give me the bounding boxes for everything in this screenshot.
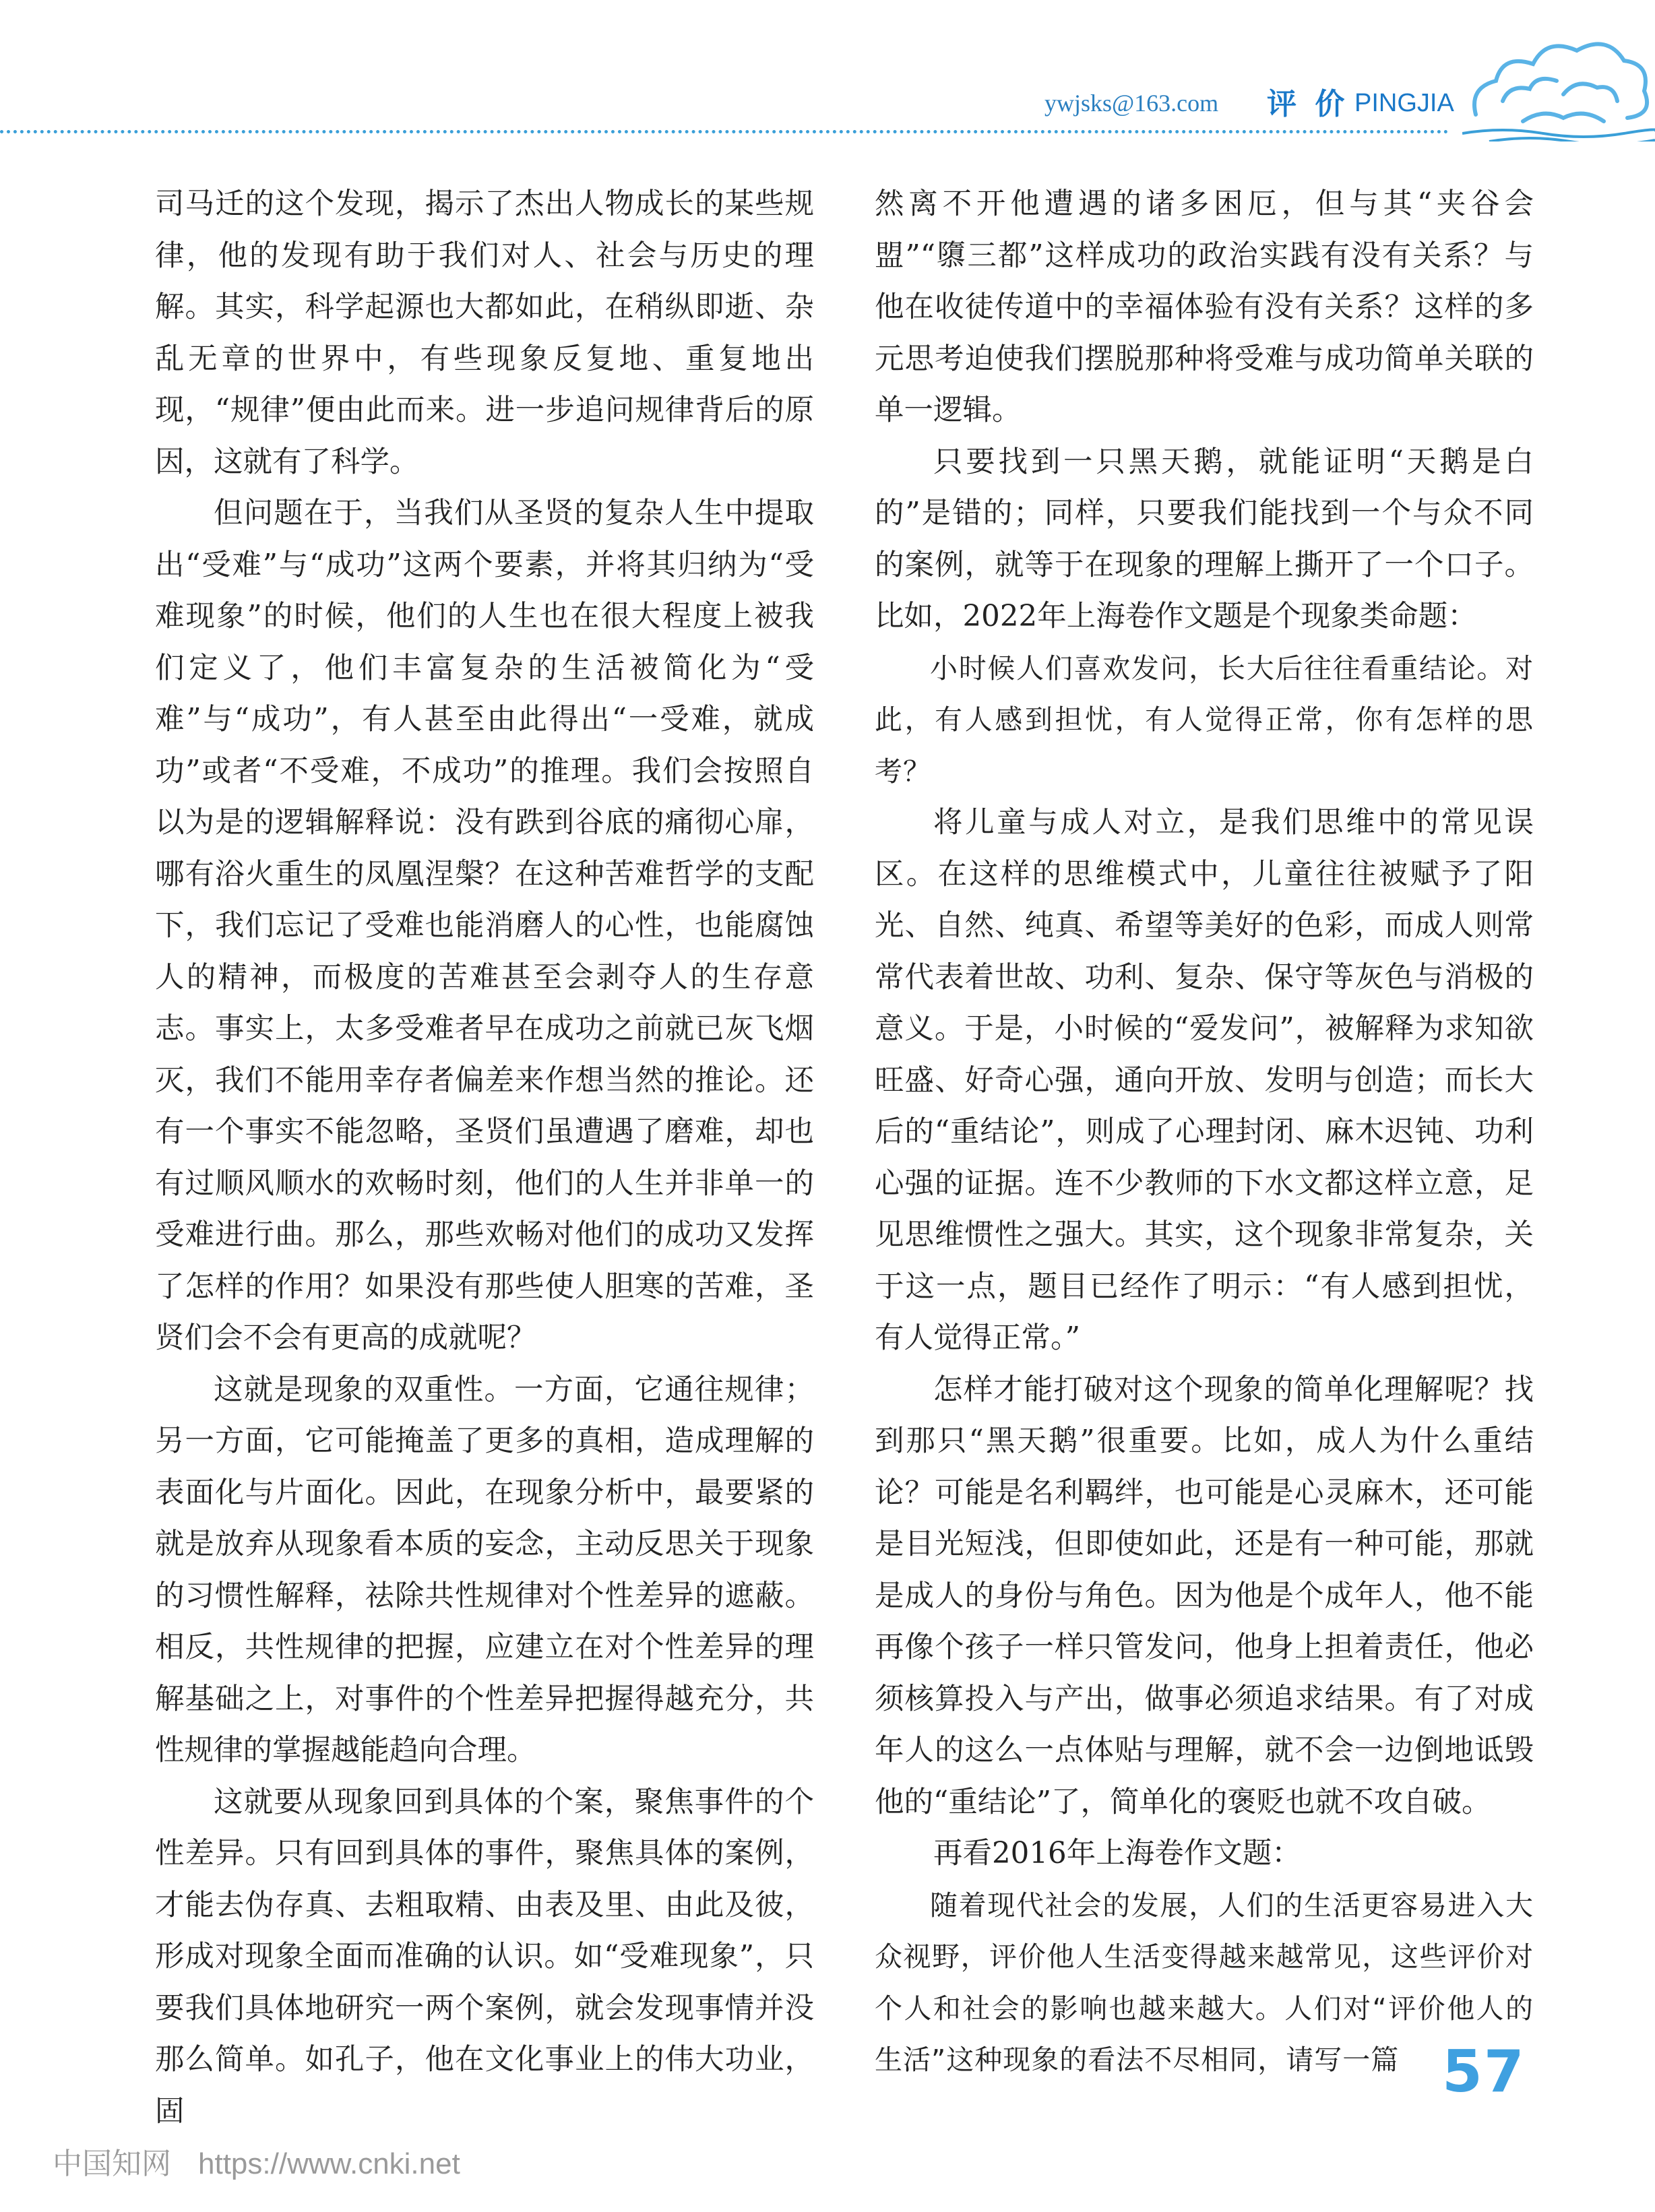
- watermark-url: https://www.cnki.net: [198, 2147, 460, 2180]
- exam-prompt-quote: 随着现代社会的发展，人们的生活更容易进入大众视野，评价他人生活变得越来越常见，这些评价对个人和社会的影响也越来越大。人们对“评价他人的生活”这种现象的看法不尽相同，请写一篇: [875, 1889, 1534, 2076]
- paragraph: 只要找到一只黑天鹅，就能证明“天鹅是白的”是错的；同样，只要我们能找到一个与众不同的案例，就等于在现象的理解上撕开了一个口子。比如，2022年上海卷作文题是个现象类命题：: [875, 445, 1534, 633]
- paragraph: 然离不开他遭遇的诸多困厄，但与其“夹谷会盟”“隳三都”这样成功的政治实践有没有关系？与他在收徒传道中的幸福体验有没有关系？这样的多元思考迫使我们摆脱那种将受难与成功简单关联的单一逻辑。: [875, 187, 1534, 427]
- header-divider: [0, 130, 1449, 133]
- paragraph: 这就要从现象回到具体的个案，聚焦事件的个性差异。只有回到具体的事件，聚焦具体的案例，才能去伪存真、去粗取精、由表及里、由此及彼，形成对现象全面而准确的认识。如“受难现象”，只要我们具体地研究一两个案例，就会发现事情并没那么简单。如孔子，他在文化事业上的伟大功业，固: [155, 1785, 814, 2128]
- left-column: [155, 179, 814, 2137]
- header-email: ywjsks@163.com: [1044, 90, 1219, 117]
- paragraph: 司马迁的这个发现，揭示了杰出人物成长的某些规律，他的发现有助于我们对人、社会与历史的理解。其实，科学起源也大都如此，在稍纵即逝、杂乱无章的世界中，有些现象反复地、重复地出现，“规律”便由此而来。进一步追问规律背后的原因，这就有了科学。: [155, 187, 814, 479]
- paragraph: 再看2016年上海卷作文题：: [933, 1837, 1301, 1870]
- exam-prompt-quote: 小时候人们喜欢发问，长大后往往看重结论。对此，有人感到担忧，有人觉得正常，你有怎样的思考？: [875, 652, 1534, 788]
- section-pinyin: PINGJIA: [1354, 89, 1454, 117]
- watermark: [53, 2139, 460, 2182]
- cloud-ornament-icon: [1462, 13, 1655, 141]
- right-column: [875, 179, 1534, 2086]
- paragraph: 将儿童与成人对立，是我们思维中的常见误区。在这样的思维模式中，儿童往往被赋予了阳光、自然、纯真、希望等美好的色彩，而成人则常常代表着世故、功利、复杂、保守等灰色与消极的意义。于是，小时候的“爱发问”，被解释为求知欲旺盛、好奇心强，通向开放、发明与创造；而长大后的“重结论”，则成了心理封闭、麻木迟钝、功利心强的证据。连不少教师的下水文都这样立意，足见思维惯性之强大。其实，这个现象非常复杂，关于这一点，题目已经作了明示：“有人感到担忧，有人觉得正常。”: [875, 806, 1534, 1355]
- watermark-site: 中国知网: [53, 2147, 171, 2181]
- paragraph: 这就是现象的双重性。一方面，它通往规律；另一方面，它可能掩盖了更多的真相，造成理解的表面化与片面化。因此，在现象分析中，最要紧的就是放弃从现象看本质的妄念，主动反思关于现象的习惯性解释，祛除共性规律对个性差异的遮蔽。相反，共性规律的把握，应建立在对个性差异的理解基础之上，对事件的个性差异把握得越充分，共性规律的掌握越能趋向合理。: [155, 1372, 814, 1767]
- section-title: 评 价: [1267, 87, 1349, 121]
- paragraph: 怎样才能打破对这个现象的简单化理解呢？找到那只“黑天鹅”很重要。比如，成人为什么重结论？可能是名利羁绊，也可能是心灵麻木，还可能是目光短浅，但即使如此，还是有一种可能，那就是成人的身份与角色。因为他是个成年人，他不能再像个孩子一样只管发问，他身上担着责任，他必须核算投入与产出，做事必须追求结果。有了对成年人的这么一点体贴与理解，就不会一边倒地诋毁他的“重结论”了，简单化的褒贬也就不攻自破。: [875, 1372, 1534, 1819]
- page-number: 57: [1442, 2038, 1526, 2106]
- paragraph: 但问题在于，当我们从圣贤的复杂人生中提取出“受难”与“成功”这两个要素，并将其归纳为“受难现象”的时候，他们的人生也在很大程度上被我们定义了，他们丰富复杂的生活被简化为“受难”与“成功”，有人甚至由此得出“一受难，就成功”或者“不受难，不成功”的推理。我们会按照自以为是的逻辑解释说：没有跌到谷底的痛彻心扉，哪有浴火重生的凤凰涅槃？在这种苦难哲学的支配下，我们忘记了受难也能消磨人的心性，也能腐蚀人的精神，而极度的苦难甚至会剥夺人的生存意志。事实上，太多受难者早在成功之前就已灰飞烟灭，我们不能用幸存者偏差来作想当然的推论。还有一个事实不能忽略，圣贤们虽遭遇了磨难，却也有过顺风顺水的欢畅时刻，他们的人生并非单一的受难进行曲。那么，那些欢畅对他们的成功又发挥了怎样的作用？如果没有那些使人胆寒的苦难，圣贤们会不会有更高的成就呢？: [155, 497, 814, 1355]
